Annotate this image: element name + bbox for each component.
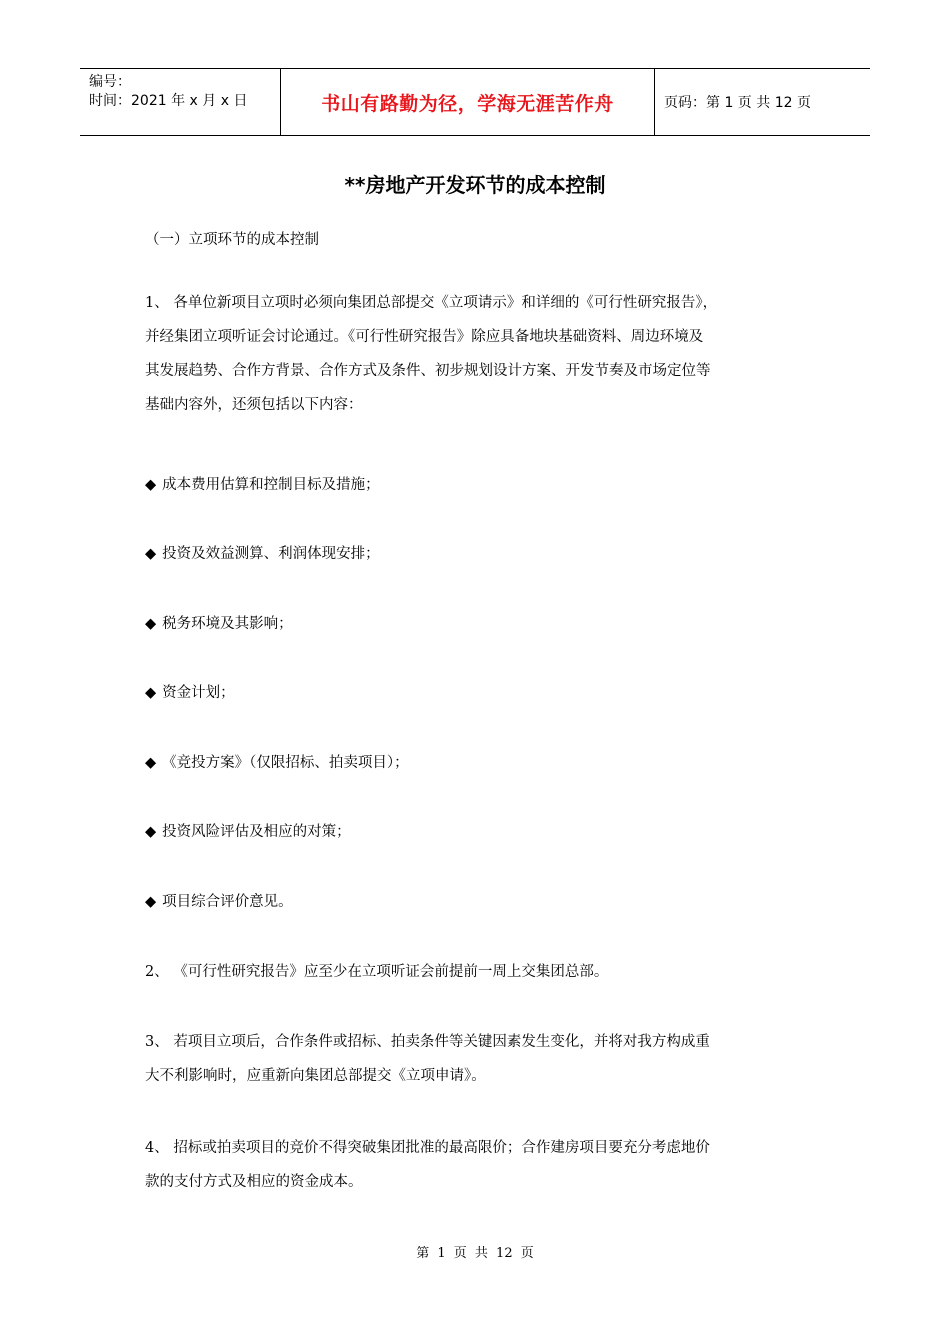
page-footer: 第 1 页 共 12 页	[416, 1246, 534, 1261]
header-meta-cell	[80, 69, 281, 135]
paragraph-1-line: 并经集团立项听证会讨论通过。《可行性研究报告》除应具备地块基础资料、周边环境及	[145, 329, 704, 345]
paragraph-1-line: 1、 各单位新项目立项时必须向集团总部提交《立项请示》和详细的《可行性研究报告》，	[145, 295, 718, 311]
bullet-text: 投资风险评估及相应的对策；	[162, 824, 351, 840]
paragraph-4	[145, 1131, 835, 1199]
section-heading: （一）立项环节的成本控制	[145, 232, 319, 248]
bullet-item	[145, 680, 235, 706]
paragraph-4-line: 4、 招标或拍卖项目的竞价不得突破集团批准的最高限价；合作建房项目要充分考虑地价	[145, 1140, 710, 1156]
bullet-item	[145, 889, 293, 915]
paragraph-1-line: 基础内容外，还须包括以下内容：	[145, 397, 363, 413]
diamond-bullet-icon: ◆	[145, 755, 157, 771]
diamond-bullet-icon: ◆	[145, 616, 157, 632]
paragraph-2: 2、 《可行性研究报告》应至少在立项听证会前提前一周上交集团总部。	[145, 964, 609, 980]
paragraph-1-line: 其发展趋势、合作方背景、合作方式及条件、初步规划设计方案、开发节奏及市场定位等	[145, 363, 711, 379]
bullet-text: 《竞投方案》（仅限招标、拍卖项目）；	[162, 755, 409, 771]
diamond-bullet-icon: ◆	[145, 546, 157, 562]
bullet-text: 税务环境及其影响；	[162, 616, 293, 632]
bullet-item	[145, 472, 380, 498]
diamond-bullet-icon: ◆	[145, 894, 157, 910]
paragraph-3-line: 大不利影响时，应重新向集团总部提交《立项申请》。	[145, 1068, 486, 1084]
header-page-info: 页码：第 1 页 共 12 页	[664, 95, 811, 111]
bullet-text: 项目综合评价意见。	[162, 894, 293, 910]
header-motto: 书山有路勤为径，学海无涯苦作舟	[321, 92, 614, 115]
header-motto-cell	[281, 69, 655, 135]
paragraph-4-line: 款的支付方式及相应的资金成本。	[145, 1174, 363, 1190]
bullet-item	[145, 541, 380, 567]
diamond-bullet-icon: ◆	[145, 685, 157, 701]
paragraph-3	[145, 1025, 835, 1093]
document-number-label: 编号：	[89, 74, 131, 90]
paragraph-3-line: 3、 若项目立项后，合作条件或招标、拍卖条件等关键因素发生变化，并将对我方构成重	[145, 1034, 710, 1050]
bullet-item	[145, 750, 409, 776]
document-time-label: 时间：2021 年 x 月 x 日	[89, 93, 248, 109]
diamond-bullet-icon: ◆	[145, 824, 157, 840]
bullet-item	[145, 611, 293, 637]
bullet-text: 投资及效益测算、利润体现安排；	[162, 546, 380, 562]
bullet-text: 成本费用估算和控制目标及措施；	[162, 477, 380, 493]
document-title: **房地产开发环节的成本控制	[344, 173, 606, 197]
diamond-bullet-icon: ◆	[145, 477, 157, 493]
header-page-cell	[655, 69, 870, 135]
bullet-item	[145, 819, 351, 845]
bullet-text: 资金计划；	[162, 685, 235, 701]
paragraph-1	[145, 286, 835, 422]
document-header	[80, 68, 870, 136]
